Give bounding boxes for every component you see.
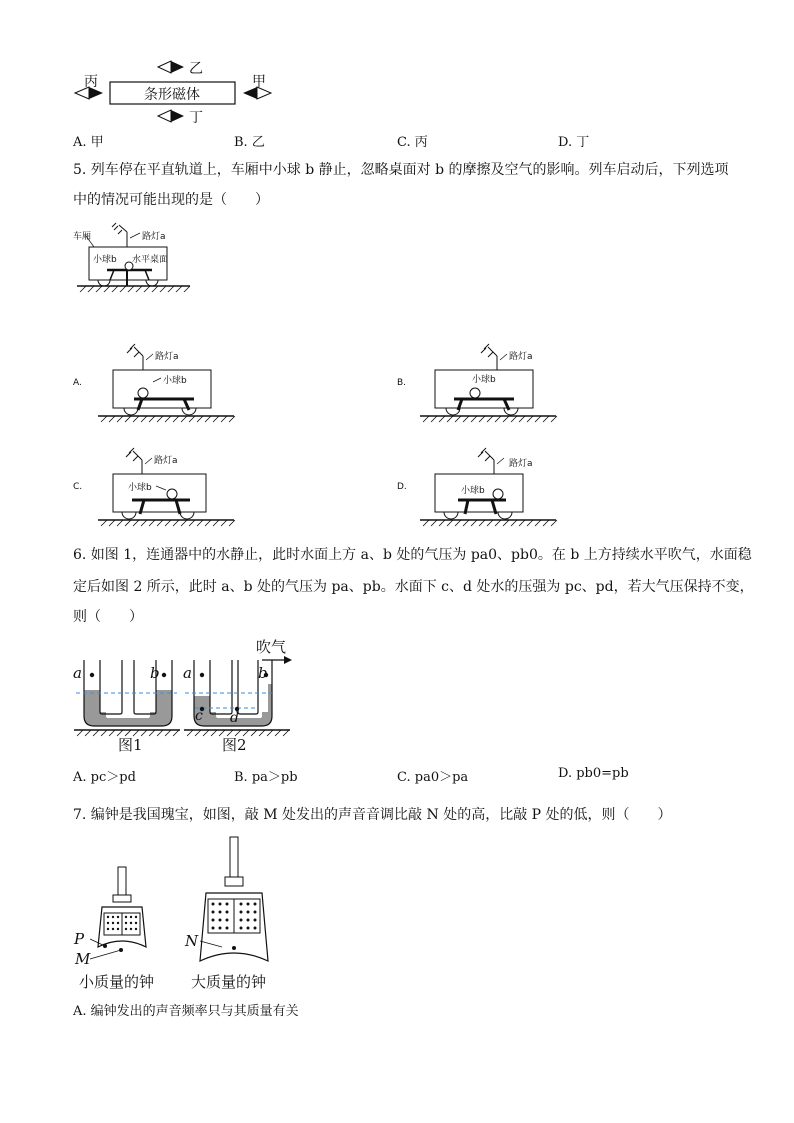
option-a-letter[interactable]: A. xyxy=(73,378,82,388)
q6-option-b[interactable]: B. pa＞pb xyxy=(234,770,298,785)
option-b-ball-label: 小球b xyxy=(472,375,496,385)
q6-option-d[interactable]: D. pb0=pb xyxy=(558,766,629,781)
bell-n-label: N xyxy=(185,932,199,950)
q4-option-a[interactable]: A. 甲 xyxy=(73,135,104,150)
label-jia: 甲 xyxy=(252,74,266,90)
bell-m-label: M xyxy=(75,950,91,968)
fig1-caption: 图1 xyxy=(118,736,143,754)
magnet-text: 条形磁体 xyxy=(144,87,200,103)
label-bing: 丙 xyxy=(84,74,98,90)
q5-line-2: 中的情况可能出现的是（ ） xyxy=(73,192,269,208)
option-c-ball-label: 小球b xyxy=(128,483,152,493)
option-a-ball-label: 小球b xyxy=(163,376,187,386)
option-c-letter[interactable]: C. xyxy=(73,482,83,492)
q4-option-d[interactable]: D. 丁 xyxy=(558,135,590,150)
option-b-letter[interactable]: B. xyxy=(397,378,407,388)
table-label-main: 水平桌面 xyxy=(132,255,169,265)
q6-option-a[interactable]: A. pc＞pd xyxy=(73,770,136,785)
option-b-lamp-label: 路灯a xyxy=(509,352,533,362)
q7-option-a[interactable]: A. 编钟发出的声音频率只与其质量有关 xyxy=(73,1004,299,1019)
large-bell-caption: 大质量的钟 xyxy=(191,973,267,991)
fig2-c-label: c xyxy=(195,708,203,724)
fig1-b-label: b xyxy=(150,664,160,682)
q6-line-3: 则（ ） xyxy=(73,609,143,625)
option-a-lamp-label: 路灯a xyxy=(155,352,179,362)
carriage-label: 车厢 xyxy=(73,232,92,242)
fig2-a-label: a xyxy=(183,664,192,682)
label-ding: 丁 xyxy=(189,110,203,126)
option-c-lamp-label: 路灯a xyxy=(154,456,178,466)
train-option-d-diagram xyxy=(418,442,578,532)
q6-option-c[interactable]: C. pa0＞pa xyxy=(397,770,469,785)
q4-option-b[interactable]: B. 乙 xyxy=(234,135,265,150)
lamp-label-main: 路灯a xyxy=(142,232,166,242)
q7-line-1: 7. 编钟是我国瑰宝，如图，敲 M 处发出的声音音调比敲 N 处的高，比敲 P 处的低，则（ ） xyxy=(73,807,672,823)
fig2-caption: 图2 xyxy=(222,736,247,754)
option-d-lamp-label: 路灯a xyxy=(509,459,533,469)
q4-option-c[interactable]: C. 丙 xyxy=(397,135,428,150)
option-d-letter[interactable]: D. xyxy=(397,482,407,492)
bell-p-label: P xyxy=(74,930,85,948)
bells-diagram xyxy=(72,835,312,985)
fig2-d-label: d xyxy=(230,710,239,726)
option-d-ball-label: 小球b xyxy=(461,486,485,496)
magnet-diagram xyxy=(0,0,794,130)
train-option-b-diagram xyxy=(418,338,578,428)
blow-label: 吹气 xyxy=(256,638,287,656)
fig2-b-label: b xyxy=(258,664,268,682)
q6-line-1: 6. 如图 1，连通器中的水静止，此时水面上方 a、b 处的气压为 pa0、pb0。在 b 上方持续水平吹气，水面稳 xyxy=(73,547,752,563)
ball-label-main: 小球b xyxy=(93,255,117,265)
label-yi: 乙 xyxy=(189,61,203,77)
fig1-a-label: a xyxy=(73,664,82,682)
q5-line-1: 5. 列车停在平直轨道上，车厢中小球 b 静止，忽略桌面对 b 的摩擦及空气的影响。列车启动后，下列选项 xyxy=(73,162,729,178)
q6-line-2: 定后如图 2 所示，此时 a、b 处的气压为 pa、pb。水面下 c、d 处水的压强为 pc、pd，若大气压保持不变， xyxy=(73,579,754,595)
small-bell-caption: 小质量的钟 xyxy=(79,973,155,991)
